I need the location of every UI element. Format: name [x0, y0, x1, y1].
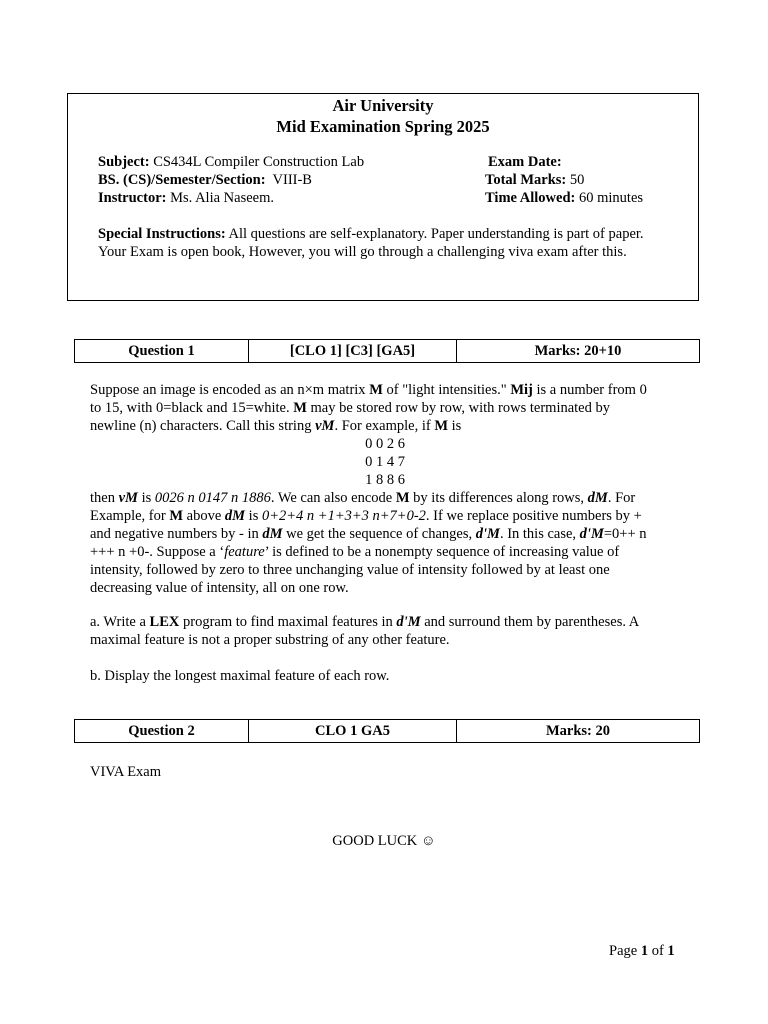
special-instructions-label: Special Instructions:: [98, 226, 226, 242]
university-name: Air University: [332, 96, 434, 115]
total-marks-label: Total Marks:: [485, 172, 567, 188]
q1-line: to 15, with 0=black and 15=white. M may be stored row by row, with rows terminated by: [90, 400, 610, 416]
q1-line: intensity, followed by zero to three unchanging value of intensity followed by at least one: [90, 562, 610, 578]
total-marks-value: 50: [566, 172, 585, 188]
subject-label: Subject:: [98, 154, 150, 170]
program-value: VIII-B: [265, 172, 312, 188]
q1-line: Suppose an image is encoded as an n×m matrix M of "light intensities." Mij is a number from 0: [90, 382, 647, 398]
matrix-row: 0 1 4 7: [365, 454, 405, 470]
instructor-label: Instructor:: [98, 190, 167, 206]
special-instructions-line1: [98, 226, 644, 243]
q1-line: newline (n) characters. Call this string vM. For example, if M is: [90, 418, 462, 434]
matrix-row: 1 8 8 6: [365, 472, 405, 488]
question2-marks: Marks: 20: [457, 720, 700, 743]
question2-header-table: [74, 719, 700, 743]
subject-value: CS434L Compiler Construction Lab: [149, 154, 365, 170]
special-instructions-text1: All questions are self-explanatory. Paper understanding is part of paper.: [225, 226, 644, 242]
q1-line: then vM is 0026 n 0147 n 1886. We can also encode M by its differences along rows, dM. For: [90, 490, 636, 506]
question2-body: VIVA Exam: [90, 764, 162, 780]
q1-line: Example, for M above dM is 0+2+4 n +1+3+3 n+7+0-2. If we replace positive numbers by +: [90, 508, 642, 524]
instructor-line: [98, 190, 274, 207]
special-instructions-line2: Your Exam is open book, However, you will go through a challenging viva exam after this.: [98, 244, 627, 260]
exam-header-box: [67, 93, 699, 301]
time-allowed-line: [485, 190, 643, 207]
question1-paragraph1: [90, 381, 680, 597]
q1-part-a-line2: maximal feature is not a proper substring of any other feature.: [90, 632, 450, 648]
matrix-row: 0 0 2 6: [365, 436, 405, 452]
program-line: [98, 172, 312, 189]
question1-title: Question 1: [75, 340, 249, 363]
question1-header-table: [74, 339, 700, 363]
q1-line: decreasing value of intensity, all on one row.: [90, 580, 349, 596]
q1-line: +++ n +0-. Suppose a ‘feature’ is defined to be a nonempty sequence of increasing value of: [90, 544, 620, 560]
instructor-value: Ms. Alia Naseem.: [166, 190, 274, 206]
exam-date-label: Exam Date:: [488, 154, 562, 170]
page-number: Page 1 of 1: [609, 943, 675, 959]
q1-part-a-line1: a. Write a LEX program to find maximal features in d'M and surround them by parentheses. A: [90, 614, 640, 630]
question1-part-b: b. Display the longest maximal feature of each row.: [90, 668, 390, 684]
q1-line: and negative numbers by - in dM we get the sequence of changes, d'M. In this case, d'M=0++ n: [90, 526, 647, 542]
question2-title: Question 2: [75, 720, 249, 743]
time-allowed-label: Time Allowed:: [485, 190, 576, 206]
question1-clo: [CLO 1] [C3] [GA5]: [249, 340, 457, 363]
exam-title: Mid Examination Spring 2025: [276, 117, 490, 136]
program-label: BS. (CS)/Semester/Section:: [98, 172, 266, 188]
time-allowed-value: 60 minutes: [575, 190, 644, 206]
question1-marks: Marks: 20+10: [457, 340, 700, 363]
good-luck-text: GOOD LUCK ☺: [332, 833, 436, 849]
question1-part-a: [90, 613, 680, 649]
total-marks-line: [485, 172, 584, 189]
subject-line: [98, 154, 364, 171]
question2-clo: CLO 1 GA5: [249, 720, 457, 743]
exam-date-line: [488, 154, 562, 171]
